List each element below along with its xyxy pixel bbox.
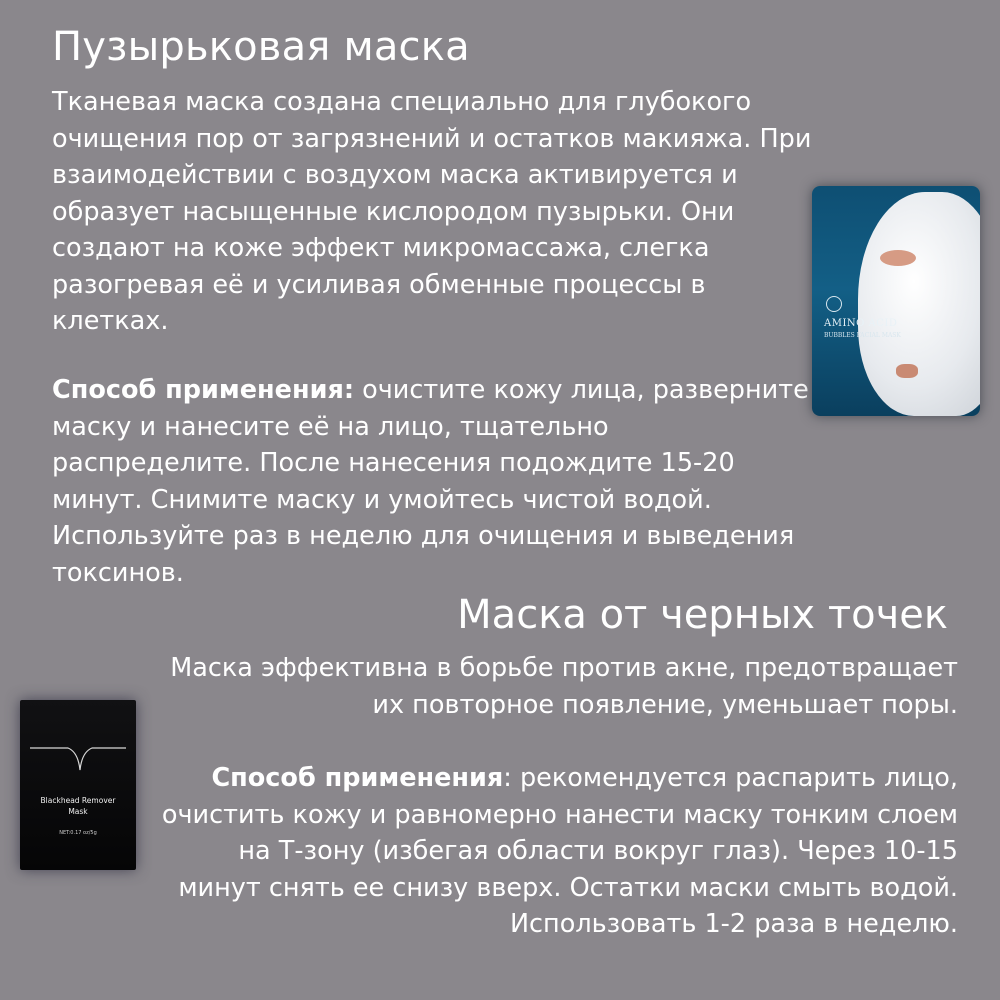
package-v-line-icon <box>20 700 136 870</box>
package-name-line2: Mask <box>68 807 88 816</box>
package-title-line2: BUBBLES FACIAL MASK <box>824 332 901 339</box>
blackhead-mask-product-image <box>20 700 136 870</box>
blackhead-mask-usage-label: Способ применения <box>211 763 504 793</box>
closed-eye-shape <box>880 250 916 266</box>
blackhead-mask-usage-text: : рекомендуется распарить лицо, очистить кожу и равномерно нанести маску тонким слоем на Т-зону (избегая области вокруг глаз). Через 10-15 минут снять ее снизу вверх. Остатки маски смыть водой. Использовать 1-2 раза в неделю. <box>161 763 958 939</box>
package-title-line1: AMINO ACID <box>824 318 898 329</box>
bubble-mask-usage <box>52 372 812 591</box>
bubble-mask-usage-label: Способ применения: <box>52 375 355 405</box>
bubble-mask-usage-text: очистите кожу лица, разверните маску и нанесите её на лицо, тщательно распределите. После нанесения подождите 15-20 минут. Снимите маску и умойтесь чистой водой. Используйте раз в неделю для очищения и выведения токсинов. <box>52 375 809 588</box>
mask-face-illustration <box>858 192 980 416</box>
bubble-mask-title: Пузырьковая маска <box>52 24 470 70</box>
blackhead-mask-usage <box>158 760 958 943</box>
bubble-mask-product-image <box>812 186 980 416</box>
package-net-weight: NET:0.17 oz/5g <box>59 830 97 836</box>
bubble-mask-description: Тканевая маска создана специально для глубокого очищения пор от загрязнений и остатков макияжа. При взаимодействии с воздухом маска активируется и образует насыщенные кислородом пузырьки. Они создают на коже эффект микромассажа, слегка разогревая её и усиливая обменные процессы в клетках. <box>52 87 812 336</box>
package-name-line1: Blackhead Remover <box>40 796 116 805</box>
lips-shape <box>896 364 918 378</box>
blackhead-mask-description: Маска эффективна в борьбе против акне, предотвращает их повторное появление, уменьшает поры. <box>170 653 958 720</box>
brand-logo-icon <box>826 296 842 312</box>
blackhead-mask-title: Маска от черных точек <box>457 592 948 638</box>
